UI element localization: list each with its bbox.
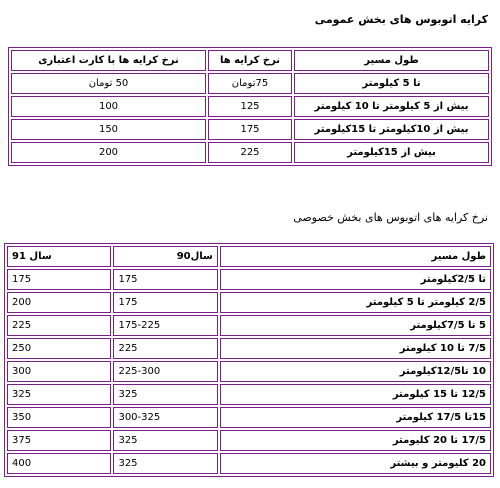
year-90-cell: 300-325 bbox=[113, 407, 217, 428]
header-year-91: سال 91 bbox=[7, 246, 111, 267]
year-91-cell: 350 bbox=[7, 407, 111, 428]
price-cell: 175 bbox=[208, 119, 292, 140]
year-91-cell: 325 bbox=[7, 384, 111, 405]
table-row bbox=[7, 269, 491, 290]
table-row bbox=[11, 119, 489, 140]
card-price-cell: 150 bbox=[11, 119, 206, 140]
route-cell: بیش از 5 کیلومتر تا 10 کیلومتر bbox=[294, 96, 489, 117]
year-90-cell: 225-300 bbox=[113, 361, 217, 382]
public-fares-table bbox=[8, 47, 492, 166]
year-91-cell: 250 bbox=[7, 338, 111, 359]
year-91-cell: 375 bbox=[7, 430, 111, 451]
year-91-cell: 200 bbox=[7, 292, 111, 313]
card-price-cell: 50 تومان bbox=[11, 73, 206, 94]
year-91-cell: 300 bbox=[7, 361, 111, 382]
route-cell: تا 5 کیلومتر bbox=[294, 73, 489, 94]
year-90-cell: 325 bbox=[113, 430, 217, 451]
year-91-cell: 400 bbox=[7, 453, 111, 474]
private-fares-table bbox=[4, 243, 494, 477]
table-row bbox=[7, 430, 491, 451]
route-cell: 17/5 تا 20 کلیومتر bbox=[220, 430, 491, 451]
table-header-row bbox=[7, 246, 491, 267]
header-route: طول مسیر bbox=[220, 246, 491, 267]
year-90-cell: 225 bbox=[113, 338, 217, 359]
table-row bbox=[7, 407, 491, 428]
route-cell: 20 کلیومتر و بیشتر bbox=[220, 453, 491, 474]
route-cell: بیش از 15کیلومتر bbox=[294, 142, 489, 163]
year-90-cell: 325 bbox=[113, 453, 217, 474]
table-row bbox=[7, 315, 491, 336]
price-cell: 225 bbox=[208, 142, 292, 163]
route-cell: 5 تا 7/5کیلومتر bbox=[220, 315, 491, 336]
private-fares-title: نرخ کرایه های اتوبوس های بخش خصوصی bbox=[293, 211, 488, 224]
card-price-cell: 100 bbox=[11, 96, 206, 117]
header-year-90: سال90 bbox=[113, 246, 217, 267]
table-row bbox=[7, 453, 491, 474]
route-cell: 7/5 تا 10 کیلومتر bbox=[220, 338, 491, 359]
table-row bbox=[11, 73, 489, 94]
route-cell: 15تا 17/5 کیلومتر bbox=[220, 407, 491, 428]
table-row bbox=[11, 142, 489, 163]
table-row bbox=[7, 384, 491, 405]
table-row bbox=[7, 361, 491, 382]
header-price: نرخ کرایه ها bbox=[208, 50, 292, 71]
year-90-cell: 175-225 bbox=[113, 315, 217, 336]
year-90-cell: 175 bbox=[113, 292, 217, 313]
price-cell: 75تومان bbox=[208, 73, 292, 94]
route-cell: تا 2/5کیلومتر bbox=[220, 269, 491, 290]
year-91-cell: 225 bbox=[7, 315, 111, 336]
public-fares-title: کرایه اتوبوس های بخش عمومی bbox=[314, 13, 488, 26]
header-card-price: نرخ کرایه ها با کارت اعتباری bbox=[11, 50, 206, 71]
card-price-cell: 200 bbox=[11, 142, 206, 163]
price-cell: 125 bbox=[208, 96, 292, 117]
route-cell: 10 تا12/5کیلومتر bbox=[220, 361, 491, 382]
header-route: طول مسیر bbox=[294, 50, 489, 71]
route-cell: 12/5 تا 15 کیلومتر bbox=[220, 384, 491, 405]
table-header-row bbox=[11, 50, 489, 71]
table-row bbox=[7, 338, 491, 359]
table-row bbox=[7, 292, 491, 313]
year-91-cell: 175 bbox=[7, 269, 111, 290]
year-90-cell: 175 bbox=[113, 269, 217, 290]
route-cell: بیش از 10کیلومتر تا 15کیلومتر bbox=[294, 119, 489, 140]
year-90-cell: 325 bbox=[113, 384, 217, 405]
route-cell: 2/5 کیلومتر تا 5 کیلومتر bbox=[220, 292, 491, 313]
table-row bbox=[11, 96, 489, 117]
